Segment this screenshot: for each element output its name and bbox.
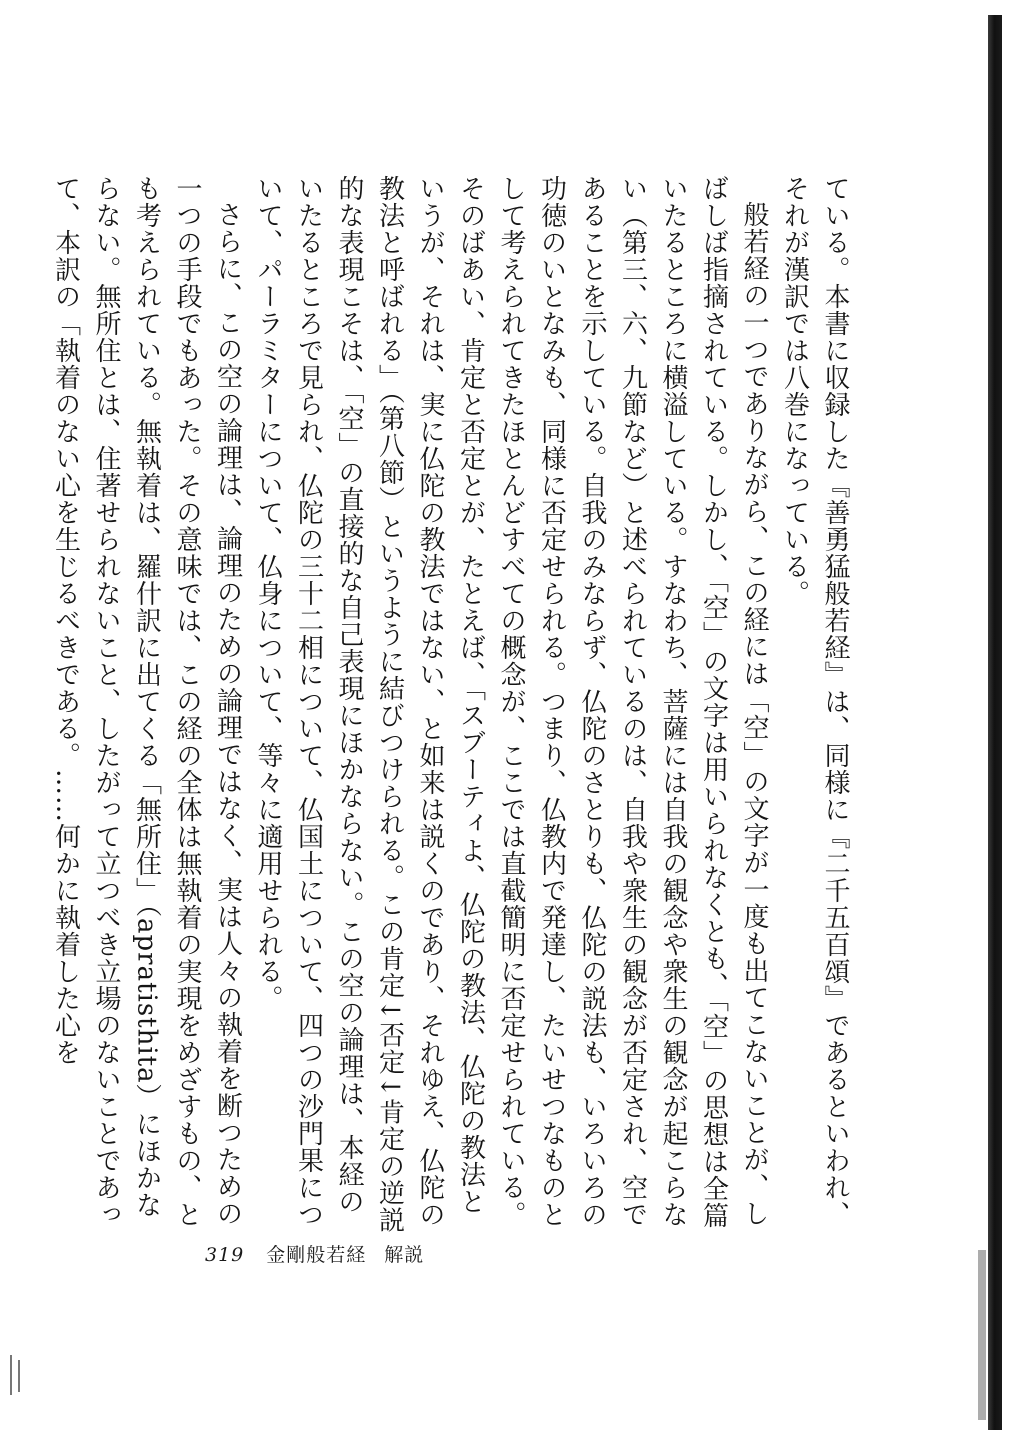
book-title: 金剛般若経 [266, 1244, 367, 1266]
paragraph-2: 般若経の一つでありながら、この経には「空」の文字が一度も出てこないことが、しばしば指摘されている。しかし、「空」の文字は用いられなくとも、「空」の思想は全篇いたるところに横溢している。すなわち、菩薩には自我の観念や衆生の観念が起こらない（第三、六、九節など）と述べられているのは、自我や衆生の観念が否定され、空であることを示している。自我のみならず、仏陀のさとりも、仏陀の説法も、いろいろの功徳のいとなみも、同様に否定せられる。つまり、仏教内で発達し、たいせつなものとして考えられてきたほとんどすべての概念が、ここでは直截簡明に否定せられている。そのばあい、肯定と否定とが、たとえば、「スブーティよ、仏陀の教法、仏陀の教法というが、それは、実に仏陀の教法ではない、と如来は説くのであり、それゆえ、仏陀の教法と呼ばれる」（第八節）というように結びつけられる。この肯定↓否定↓肯定の逆説的な表現こそは、「空」の直接的な自己表現にほかならない。この空の論理は、本経のいたるところで見られ、仏陀の三十二相について、仏国土について、四つの沙門果について、パーラミターについて、仏身について、等々に適用せられる。 [253, 175, 769, 1234]
scan-binding-edge [988, 15, 1002, 1430]
body-text [50, 175, 855, 1235]
scan-mark [10, 1355, 12, 1395]
paragraph-3: さらに、この空の論理は、論理のための論理ではなく、実は人々の執着を断つための一つの手段でもあった。その意味では、この経の全体は無執着の実現をめざすもの、とも考えられている。無執着は、羅什訳に出てくる「無所住」（apratisthita）にほかならない。無所住とは、住著せられないこと、したがって立つべき立場のないことであって、本訳の「執着のない心を生じるべきである。……何かに執着した心を [50, 175, 243, 1228]
section-title: 解説 [384, 1244, 425, 1266]
scan-shadow [978, 1250, 986, 1420]
paragraph-1: ている。本書に収録した『善勇猛般若経』は、同様に『二千五百頌』であるといわれ、それが漢訳では八巻になっている。 [779, 175, 850, 1228]
page-number: 319 [205, 1244, 245, 1266]
page-footer [205, 1240, 424, 1267]
scan-mark [18, 1360, 20, 1392]
